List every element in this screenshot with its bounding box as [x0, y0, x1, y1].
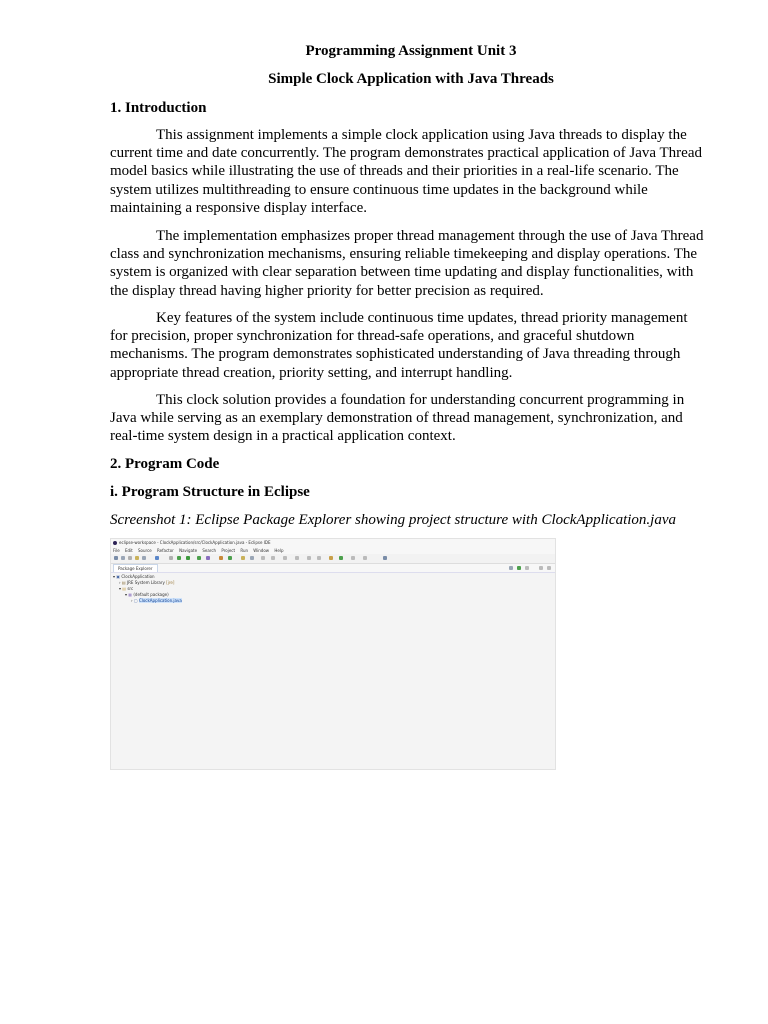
document-subtitle: Simple Clock Application with Java Threads — [268, 71, 554, 87]
tree-item-project: ▾ ▣ ClockApplication — [113, 574, 155, 579]
paragraph-4: This clock solution provides a foundation for understanding concurrent programming in Java while serving as an exemplary demonstration of thread management, synchronization, and real-time system design in a practical application context. — [110, 392, 685, 445]
forward-icon — [317, 556, 321, 560]
package-explorer-tab: Package Explorer — [113, 564, 158, 572]
menu-file: File — [113, 548, 120, 553]
menu-project: Project — [221, 548, 236, 553]
new-file-icon — [114, 556, 118, 560]
paragraph-1: This assignment implements a simple clock application using Java threads to display the current time and date concurrently. The program demonstrates practical application of Java Thread model basics while illustrating the use of threads and their priorities in a real-life scenario. The system utilizes multithreading to ensure continuous time updates in the background while maintaining a responsive display interface. — [110, 127, 702, 216]
build-icon — [135, 556, 139, 560]
minimize-icon — [539, 566, 543, 570]
perspective-icon — [383, 556, 387, 560]
section-heading-introduction: 1. Introduction — [110, 100, 207, 116]
eclipse-toolbar — [111, 554, 555, 564]
open-type-icon — [142, 556, 146, 560]
menu-help: Help — [274, 548, 284, 553]
new-package-icon — [219, 556, 223, 560]
menu-refactor: Refactor — [157, 548, 174, 553]
java-perspective-icon — [339, 556, 343, 560]
tree-item-clockapplication-java[interactable]: › ▢ ClockApplication.java — [131, 598, 182, 603]
tree-item-jre: › ▤ JRE System Library [jre] — [119, 580, 175, 585]
view-menu-icon — [525, 566, 529, 570]
eclipse-menu-bar — [111, 547, 555, 554]
new-class-icon — [228, 556, 232, 560]
package-explorer-header — [111, 564, 555, 573]
pin-icon — [329, 556, 333, 560]
menu-window: Window — [253, 548, 270, 553]
eclipse-title-bar — [111, 539, 555, 547]
menu-navigate: Navigate — [179, 548, 198, 553]
save-icon — [121, 556, 125, 560]
menu-run: Run — [240, 548, 249, 553]
last-edit-icon — [295, 556, 299, 560]
prev-annotation-icon — [283, 556, 287, 560]
open-folder-icon — [241, 556, 245, 560]
back-icon — [307, 556, 311, 560]
menu-search: Search — [202, 548, 217, 553]
debug-icon — [177, 556, 181, 560]
next-annotation-icon — [271, 556, 275, 560]
annotation-icon — [261, 556, 265, 560]
team-icon — [363, 556, 367, 560]
figure-caption: Screenshot 1: Eclipse Package Explorer showing project structure with ClockApplication.java — [110, 512, 676, 528]
run-icon — [186, 556, 190, 560]
eclipse-logo-icon — [113, 541, 117, 545]
print-icon — [128, 556, 132, 560]
search-icon — [250, 556, 254, 560]
tree-item-default-package: ▾ ▦ (default package) — [125, 592, 169, 597]
menu-edit: Edit — [124, 548, 133, 553]
link-editor-icon — [517, 566, 521, 570]
collapse-all-icon — [509, 566, 513, 570]
eclipse-screenshot — [110, 538, 556, 770]
document-title: Programming Assignment Unit 3 — [305, 43, 517, 59]
maximize-icon — [547, 566, 551, 570]
menu-source: Source — [138, 548, 152, 553]
hierarchy-icon — [155, 556, 159, 560]
tree-item-src: ▾ ▤ src — [119, 586, 134, 591]
toggle-icon — [169, 556, 173, 560]
section-heading-program-code: 2. Program Code — [110, 456, 220, 472]
open-perspective-icon — [351, 556, 355, 560]
paragraph-2: The implementation emphasizes proper thread management through the use of Java Thread class and synchronization mechanisms, ensuring reliable timekeeping and display operations. The system is organized with clear separation between time updating and display functionalities, with the display thread having higher priority for better precision as required. — [110, 228, 704, 299]
coverage-icon — [197, 556, 201, 560]
external-tools-icon — [206, 556, 210, 560]
subsection-heading-program-structure: i. Program Structure in Eclipse — [110, 484, 310, 500]
paragraph-3: Key features of the system include continuous time updates, thread priority management for precision, proper synchronization for thread-safe operations, and graceful shutdown mechanisms. The program demonstrates sophisticated understanding of Java threading through appropriate thread creation, priority setting, and interrupt handling. — [110, 310, 688, 381]
eclipse-window-title: eclipse-workspace - ClockApplication/src/ClockApplication.java - Eclipse IDE — [119, 540, 271, 545]
